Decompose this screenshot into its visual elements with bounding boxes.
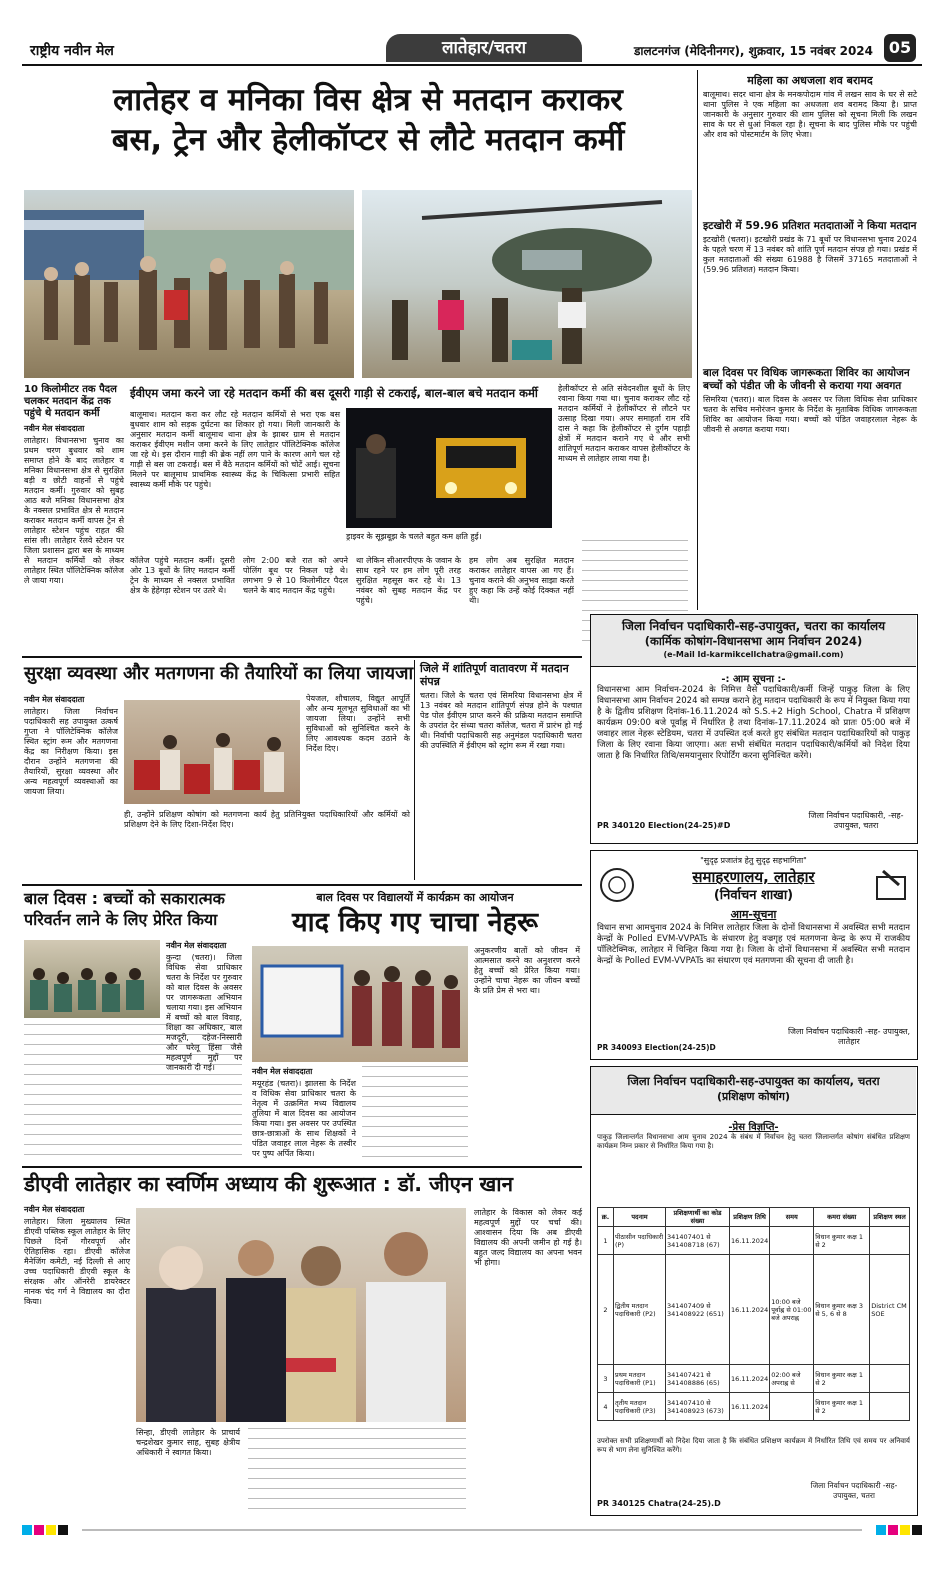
table-cell: द्वितीय मतदान पदाधिकारी (P2) — [614, 1255, 666, 1365]
childday-photo — [24, 940, 160, 1018]
notice3-title-2: (प्रशिक्षण कोषांग) — [716, 1090, 790, 1103]
notice3-subtitle: -प्रेस विज्ञप्ति- — [728, 1122, 779, 1133]
childday-text-2 — [24, 1024, 242, 1160]
table-cell: 341407409 से 341408922 (651) — [666, 1255, 730, 1365]
side-byline: नवीन मेल संवाददाता — [24, 424, 85, 433]
childday-photo-art — [24, 940, 160, 1018]
notice3-header — [591, 1067, 916, 1115]
table-cell: District CM SOE — [870, 1255, 910, 1365]
table-cell: 3 — [598, 1365, 614, 1393]
table-cell: 4 — [598, 1393, 614, 1421]
nehru-col-1 — [252, 1066, 356, 1159]
nehru-text: मयूरहंड (चतरा)। झालसा के निर्देश व विधिक सेवा प्राधिकार चतरा के नेतृत्व में उत्क्रमित मध्य विद्यालय तुलिया में बाल दिवस का आयोजन किया गया। इस अवसर पर उपस्थित छात्र-छात्राओं के साथ शिक्षकों ने पंडित जवाहर लाल नेहरू के तस्वीर पर पुष्प अर्पित किया। — [252, 1079, 356, 1158]
table-cell: 10:00 बजे पूर्वाह्न से 01:00 बजे अपराह्न — [770, 1255, 814, 1365]
train-photo-art — [24, 190, 354, 378]
childday-col — [166, 940, 242, 1072]
registration-mark — [912, 1525, 922, 1535]
paper-logo: राष्ट्रीय नवीन मेल — [30, 43, 114, 59]
helicopter-photo-art — [362, 190, 692, 378]
table-row — [598, 1255, 910, 1365]
table-cell: विधान कुमार कक्ष 1 से 2 — [814, 1393, 870, 1421]
table-cell: पीठासीन पदाधिकारी (P) — [614, 1227, 666, 1255]
lead-col-4: हम लोग अब सुरक्षित मतदान कराकर लातेहार वापस आ गए हैं। चुनाव कराने की अनुभव साझा करते हुए कहा कि उन्हें कोई दिक्कत नहीं थी। — [469, 556, 574, 605]
table-cell: विधान कुमार कक्ष 1 से 2 — [814, 1227, 870, 1255]
lead-col-1: कॉलेज पहुंचे मतदान कर्मी। दूसरी ओर 13 बूथों के लिए मतदान कर्मी ट्रेन के माध्यम से नक्सल प्रभावित क्षेत्र के हेहेगड़ा स्टेशन पर उतरे थे। — [130, 556, 235, 595]
column-rule — [697, 70, 698, 610]
notice2-ref: PR 340093 Election(24-25)D — [597, 1043, 716, 1052]
training-notice — [590, 1066, 918, 1516]
childday-text: कुन्दा (चतरा)। जिला विधिक सेवा प्राधिकार चतरा के निर्देश पर गुरुवार को बाल दिवस के अवसर पर जागरूकता अभियान चलाया गया। इस अभियान में बच्चों को बाल विवाह, शिक्षा का अधिकार, बाल मजदूरी, दहेज-निस्सारी और घरेलू हिंसा जैसे महत्वपूर्ण मुद्दों पर जानकारी दी गई। — [166, 953, 242, 1072]
nehru-photo — [252, 946, 468, 1062]
notice3-intro: पाकुड़ जिलान्तर्गत विधानसभा आम चुनाव 2024 के संबंध में निर्वाचन हेतु चतरा जिलान्तर्गत कोषांग संबंधित प्रशिक्षण कार्यक्रम निम्न प्रकार से निर्धारित किया गया है। — [597, 1133, 910, 1150]
nehru-headline: याद किए गए चाचा नेहरू — [292, 907, 538, 938]
table-cell: 16.11.2024 — [730, 1393, 770, 1421]
section-rule-3 — [22, 1166, 582, 1168]
lead-headline-line2: बस, ट्रेन और हेलीकॉप्टर से लौटे मतदान कर्मी — [111, 122, 625, 158]
table-header: प्रशिक्षणार्थी का कोड संख्या — [666, 1208, 730, 1227]
notice1-sign: जिला निर्वाचन पदाधिकारी, -सह-उपायुक्त, चतरा — [808, 811, 904, 830]
notice1-text: विधानसभा आम निर्वाचन-2024 के निमित्त वैसे पदाधिकारी/कर्मी जिन्हें पाकुड़ जिला के लिए विधानसभा आम निर्वाचन 2024 को सम्पन्न कराने हेतु मतदान पदाधिकारी के रूप में नियुक्त किया गया है के द्वितीय प्रशिक्षण दिनांक-16.11.2024 को S.S.+2 High School, Chatra में प्रशिक्षण कार्यक्रम 09:00 बजे पूर्वाह्न में निर्धारित है तथा दिनांक-17.11.2024 को प्रातः 05:00 बजे में जवाहर लाल नेहरू स्टेडियम, चतरा में उपस्थित दर्ज करते हुए संबंधित मतदान पदाधिकारियों को पाकुड़ जिला के लिए रवाना किया जाएगा। अतः सभी संबंधित मतदान पदाधिकारी/कर्मियों को निदेश दिया जाता है कि निर्धारित तिथि/समयानुसार रिपोर्टिंग करना सुनिश्चित करेंगे। — [597, 685, 910, 761]
table-cell: विधान कुमार कक्ष 3 से 5, 6 से 8 — [814, 1255, 870, 1365]
table-cell: 341407401 से 341408718 (67) — [666, 1227, 730, 1255]
side-headline: 10 किलोमीटर तक पैदल चलकर मतदान केंद्र तक पहुंचे थे मतदान कर्मी — [24, 384, 117, 419]
nehru-text-2: अनुकरणीय बातों को जीवन में आत्मसात करने का अनुशरण करने हेतु बच्चों को प्रेरित किया गया। उन्होंने चाचा नेहरू का जीवन बच्चों के प्रति प्रेम से भरा था। — [474, 946, 580, 995]
dav-text-mid: सिन्हा, डीएवी लातेहार के प्राचार्य चन्द्रशेखर कुमार साह, सुबह क्षेत्रीय अधिकारी ने स्वागत किया। — [136, 1428, 240, 1457]
footer-color-bar — [22, 1524, 922, 1536]
masthead — [22, 32, 922, 66]
section-label: लातेहार/चतरा — [386, 34, 582, 62]
section-rule-2 — [22, 884, 582, 886]
table-cell — [870, 1227, 910, 1255]
dateline: डालटनगंज (मेदिनीनगर), शुक्रवार, 15 नवंबर 2024 — [634, 44, 874, 58]
table-header: प्रशिक्षण स्थल — [870, 1208, 910, 1227]
notice2-subtitle: आम-सूचना — [730, 908, 777, 921]
table-header-row — [598, 1208, 910, 1227]
notice2-text: विधान सभा आमचुनाव 2024 के निमित्त लातेहार जिला के दोनों विधानसभा में अवस्थित सभी मतदान केन्द्रों के Polled EVM-VVPATs के संधारण हेतु वज्रगृह एवं मतगणना केन्द्र के रूप में राजकीय पॉलिटेक्निक, लातेहार में चिन्हित किया गया है। जिला के दोनों विधानसभा में अवस्थित सभी मतदान केन्द्रों के Polled EVM-VVPATs का संधारण एवं मतगणना की सूचना दी जाती है। — [597, 923, 910, 966]
table-cell: 2 — [598, 1255, 614, 1365]
table-cell: 341407421 से 341408886 (65) — [666, 1365, 730, 1393]
childday-camp-text: सिमरिया (चतरा)। बाल दिवस के अवसर पर जिला विधिक सेवा प्राधिकार चतरा के सचिव मनोरंजन कुमार के निर्देश के मुताबिक विधिक जागरूकता शिविर का आयोजन किया गया। बच्चों को पंडित जवाहरलाल नेहरू के जीवनी से अवगत कराया गया। — [703, 395, 917, 434]
accident-caption: ड्राइवर के सूझबूझ के चलते बहुत कम क्षति हुई। — [346, 532, 482, 541]
lead-col-3: था लेकिन सीआरपीएफ के जवान के साथ रहने पर हम लोग पूरी तरह सुरक्षित महसूस कर रहे थे। 13 नवंबर को सुबह मतदान केंद्र पर पहुंचे। — [356, 556, 461, 605]
dav-photo-art — [136, 1208, 466, 1422]
childday-camp-title: बाल दिवस पर विधिक जागरूकता शिविर का आयोजन बच्चों को पंडीत जी के जीवनी से कराया गया अवगत — [703, 367, 910, 392]
notice1-title-1: जिला निर्वाचन पदाधिकारी-सह-उपायुक्त, चतरा का कार्यालय — [621, 619, 886, 633]
table-cell — [770, 1393, 814, 1421]
security-photo-art — [124, 700, 300, 804]
notice1-subtitle: -: आम सूचना :- — [721, 674, 786, 685]
childday-headline: बाल दिवस : बच्चों को सकारात्मक परिवर्तन लाने के लिए प्रेरित किया — [24, 889, 225, 929]
security-text: लातेहार। जिला निर्वाचन पदाधिकारी सह उपायुक्त उत्कर्ष गुप्ता ने पॉलिटेक्निक कॉलेज स्थित स्ट्रांग रूम और मतगणना केंद्र का निरीक्षण किया। इस दौरान उन्होंने मतगणना की तैयारियों, सुरक्षा व्यवस्था और अन्य महत्वपूर्ण व्यवस्थाओं का जायजा लिया। — [24, 707, 118, 796]
training-table — [597, 1207, 910, 1421]
section-rule — [22, 656, 582, 658]
security-text-3: ही, उन्होंने प्रशिक्षण कोषांग को मतगणना कार्य हेतु प्रतिनियुक्त पदाधिकारियों और कर्मियों को प्रशिक्षण देने के लिए दिशा-निर्देश दिए। — [124, 810, 410, 829]
accident-headline: ईवीएम जमा करने जा रहे मतदान कर्मी की बस दूसरी गाड़ी से टकराई, बाल-बाल बचे मतदान कर्मी — [130, 386, 538, 400]
security-headline: सुरक्षा व्यवस्था और मतगणना की तैयारियों का लिया जायजा — [24, 663, 414, 684]
table-cell: 1 — [598, 1227, 614, 1255]
notice1-title-2: (कार्मिक कोषांग-विधानसभा आम निर्वाचन 2024) — [644, 634, 863, 648]
nehru-photo-art — [252, 946, 468, 1062]
table-cell: 16.11.2024 — [730, 1365, 770, 1393]
body-found-title: महिला का अधजला शव बरामद — [747, 74, 873, 87]
table-cell: तृतीय मतदान पदाधिकारी (P3) — [614, 1393, 666, 1421]
table-cell: प्रथम मतदान पदाधिकारी (P1) — [614, 1365, 666, 1393]
accident-text: बालूमाथ। मतदान करा कर लौट रहे मतदान कर्मियों से भरा एक बस बुधवार शाम को सड़क दुर्घटना का शिकार हो गया। मिली जानकारी के अनुसार मतदान कर्मी बालूमाथ थाना क्षेत्र के झाबर ग्राम से मतदान कराकर ईवीएम मशीन जमा करने के लिए लातेहार पॉलिटेक्निक कॉलेज जा रहे थे। इस दौरान गाड़ी की ब्रेक नहीं लग पाने के कारण आगे चल रहे गाड़ी से बस जा टकराई। बस में बैठे मतदान कर्मियों को चोटें आई। सूचना मिलने पर बालूमाथ प्राथमिक स्वास्थ्य केंद्र के चिकित्सा प्रभारी सहित स्वास्थ्य कर्मी मौके पर पहुंचे। — [130, 410, 340, 489]
nehru-col-2 — [362, 1066, 468, 1160]
notice1-ref: PR 340120 Election(24-25)#D — [597, 821, 731, 830]
dav-text-right: लातेहार के विकास को लेकर कई महत्वपूर्ण मुद्दों पर चर्चा की। आश्वासन दिया कि अब डीएवी विद्यालय की अपनी जमीन हो गई है। बहुत जल्द विद्यालय का अपना भवन भी होगा। — [474, 1208, 582, 1267]
notice2-sign: जिला निर्वाचन पदाधिकारी -सह- उपायुक्त, लातेहार — [787, 1027, 911, 1046]
notice2-title-1: समाहरणालय, लातेहार — [692, 868, 815, 886]
registration-mark — [900, 1525, 910, 1535]
side-text: लातेहार। विधानसभा चुनाव का प्रथम चरण बुधवार को शाम समाप्त होने के बाद लातेहार व मनिका विधानसभा क्षेत्र से सुरक्षित बड़ी व छोटी वाहनों से पहुंचे मतदान कर्मी। गुरुवार को सुबह आठ बजे मनिका विधानसभा क्षेत्र के नक्सल प्रभावित क्षेत्र से मतदान कराकर मतदान कर्मी वापस ट्रेन से लातेहार स्टेशन पहुंच राहत की सांस ली। लातेहार रेलवे स्टेशन पर जिला प्रशासन द्वारा बस के माध्यम से मतदान कर्मियों को लेकर लातेहार स्थित पॉलिटेक्निक कॉलेज ले जाया गया। — [24, 436, 124, 585]
registration-mark — [876, 1525, 886, 1535]
table-row — [598, 1393, 910, 1421]
notice2-title-2: (निर्वाचन शाखा) — [713, 888, 794, 903]
peaceful-voting-story — [420, 662, 582, 881]
table-header: पदनाम — [614, 1208, 666, 1227]
table-header: प्रशिक्षण तिथि — [730, 1208, 770, 1227]
table-row — [598, 1227, 910, 1255]
notice3-ref: PR 340125 Chatra(24-25).D — [597, 1499, 721, 1508]
bus-accident-photo — [346, 408, 552, 528]
train-photo — [24, 190, 354, 378]
notice3-footer: उपरोक्त सभी प्रशिक्षणार्थी को निदेश दिया जाता है कि संबंधित प्रशिक्षण कार्यक्रम में निर्धारित तिथि एवं समय पर अनिवार्य रूप से भाग लेना सुनिश्चित करेंगे। — [597, 1437, 910, 1454]
election-notice-latehar — [590, 850, 918, 1060]
helicopter-photo — [362, 190, 692, 378]
table-cell: 02:00 बजे अपराह्न से — [770, 1365, 814, 1393]
election-notice-chatra — [590, 614, 918, 844]
nehru-byline: नवीन मेल संवाददाता — [252, 1067, 313, 1076]
table-header: समय — [770, 1208, 814, 1227]
security-photo — [124, 700, 300, 804]
table-cell: 341407410 से 341408923 (673) — [666, 1393, 730, 1421]
turnout-text: इटखोरी (चतरा)। इटखोरी प्रखंड के 71 बूथों पर विधानसभा चुनाव 2024 के पहले चरण में 13 नवंबर को शांति पूर्ण मतदान संपन्न हो गया। प्रखंड में कुल मतदाताओं की संख्या 61988 है जिसमें 37165 मतदाताओं ने (59.96 प्रतिशत) मतदान किया। — [703, 235, 917, 274]
table-cell — [870, 1393, 910, 1421]
registration-mark — [888, 1525, 898, 1535]
dav-col-1 — [24, 1204, 130, 1517]
notice1-header — [591, 615, 916, 667]
lead-headline-line1: लातेहर व मनिका विस क्षेत्र से मतदान कराकर — [113, 82, 623, 118]
table-cell — [770, 1227, 814, 1255]
table-header: कमरा संख्या — [814, 1208, 870, 1227]
peaceful-headline: जिले में शांतिपूर्ण वातावरण में मतदान संपन्न — [420, 662, 569, 688]
table-row — [598, 1365, 910, 1393]
table-cell: 16.11.2024 — [730, 1227, 770, 1255]
page-number: 05 — [884, 34, 916, 62]
notice3-sign: जिला निर्वाचन पदाधिकारी -सह- उपायुक्त, चतरा — [810, 1481, 898, 1500]
dav-photo — [136, 1208, 466, 1422]
security-text-2: पेयजल, शौचालय, विद्युत आपूर्ति और अन्य मूलभूत सुविधाओं का भी जायजा लिया। उन्होंने सभी सुविधाओं को सुनिश्चित करने के लिए आवश्यक कदम उठाने के निर्देश दिए। — [306, 694, 410, 753]
dav-headline: डीएवी लातेहार का स्वर्णिम अध्याय की शुरूआत : डॉ. जीएन खान — [24, 1172, 513, 1196]
dav-byline: नवीन मेल संवाददाता — [24, 1205, 85, 1214]
security-byline: नवीन मेल संवाददाता — [24, 695, 85, 704]
registration-mark — [34, 1525, 44, 1535]
registration-mark — [58, 1525, 68, 1535]
registration-line — [82, 1529, 862, 1531]
childday-byline: नवीन मेल संवाददाता — [166, 941, 227, 950]
dav-col-3 — [248, 1428, 466, 1510]
dav-text: लातेहार। जिला मुख्यालय स्थित डीएवी पब्लिक स्कूल लातेहार के लिए पिछले दिनों गौरवपूर्ण और ऐतिहासिक रहा। डीएवी कॉलेज मैनेजिंग कमेटी, नई दिल्ली से आए उच्च पदाधिकारी डीएवी स्कूल के संरक्षक और ऑनरेरी डायरेक्टर नानक चंद गर्ग ने विद्यालय का दौरा किया। — [24, 1217, 130, 1306]
table-cell — [870, 1365, 910, 1393]
peaceful-text: चतरा। जिले के चतरा एवं सिमरिया विधानसभा क्षेत्र में 13 नवंबर को मतदान शांतिपूर्ण संपन्न होने के पश्चात पेड पोल ईवीएम प्राप्त करने की प्रक्रिया मतदान समाप्ति के उपरांत देर संध्या चतरा कॉलेज, चतरा में प्रारंभ हो गई थी। निर्वाची पदाधिकारी सह अनुमंडल पदाधिकारी चतरा की उपस्थिति में ईवीएम को स्ट्रांग रूम में रखा गया। — [420, 691, 582, 750]
col-rule-peace — [414, 660, 415, 880]
lead-headline — [48, 80, 688, 160]
lead-side-column — [24, 384, 124, 646]
notice2-motto: "सुदृढ़ प्रजातंत्र हेतु सुदृढ़ सहभागिता" — [700, 856, 807, 865]
notice1-email: (e-Mail Id-karmikcellchatra@gmail.com) — [663, 650, 844, 659]
lead-col-2: लोग 2:00 बजे रात को अपने पोलिंग बूथ पर निकल पड़े थे। लगभग 9 से 10 किलोमीटर पैदल चलने के बाद मतदान केंद्र पहुंचे। — [243, 556, 348, 595]
table-header: क्र. — [598, 1208, 614, 1227]
nehru-kicker: बाल दिवस पर विद्यालयों में कार्यक्रम का आयोजन — [316, 891, 514, 904]
helicopter-text: हेलीकॉप्टर से अति संवेदनशील बूथों के लिए रवाना किया गया था। चुनाव कराकर लौट रहे मतदान कर्मियों ने हेलीकॉप्टर से लौटने पर उत्साह दिखा गया। अपर समाहर्ता राम रवि दास ने कहा कि हेलीकॉप्टर से दुर्गम पहाड़ी क्षेत्रों में मतदान कराने गए थे और सभी शांतिपूर्ण मतदान कराकर वापस हेलीकॉप्टर के माध्यम से लातेहार लाया गया है। — [558, 384, 690, 463]
registration-mark — [46, 1525, 56, 1535]
security-col-1 — [24, 694, 118, 877]
registration-mark — [22, 1525, 32, 1535]
turnout-title: इटखोरी में 59.96 प्रतिशत मतदाताओं ने किया मतदान — [703, 220, 917, 232]
notice3-title-1: जिला निर्वाचन पदाधिकारी-सह-उपायुक्त का कार्यालय, चतरा — [627, 1074, 880, 1088]
body-found-text: बालूमाथ। सदर थाना क्षेत्र के मनकपोदाम गांव में लखन साव के घर से सटे थाना पुलिस ने एक महिला का अधजला शव बरामद किया है। प्राप्त जानकारी के अनुसार गुरुवार की शाम पुलिस को सूचना मिली कि लखन साव के घर से धुआं निकल रहा है। सूचना के बाद पुलिस मौके पर पहुंची और शव को पोस्टमार्टम के लिए भेजा। — [703, 90, 917, 139]
table-cell: 16.11.2024 — [730, 1255, 770, 1365]
table-cell: विधान कुमार कक्ष 1 से 2 — [814, 1365, 870, 1393]
bus-photo-art — [346, 408, 552, 528]
right-top-column — [703, 74, 917, 565]
